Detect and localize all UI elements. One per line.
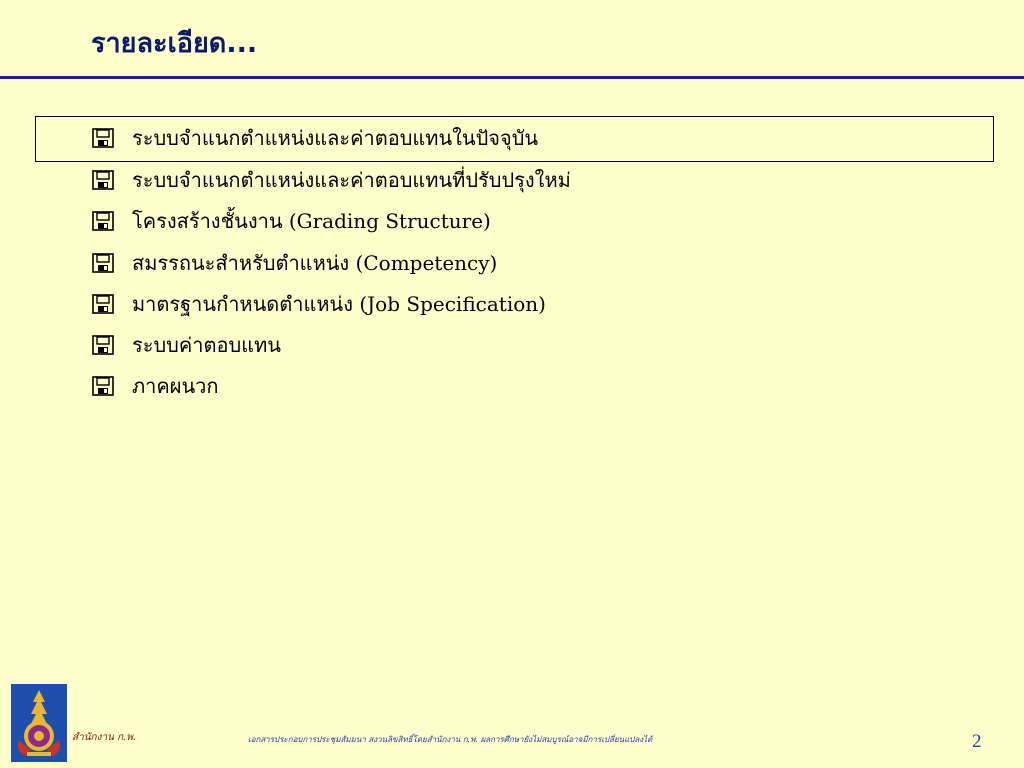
bullet-text: ภาคผนวก xyxy=(132,374,219,398)
garuda-emblem-icon xyxy=(11,684,67,762)
title-divider xyxy=(0,76,1024,79)
bullet-item xyxy=(92,366,219,406)
footer-disclaimer: เอกสารประกอบการประชุมสัมมนา สงวนลิขสิทธิ์โดยสำนักงาน ก.พ. ผลการศึกษายังไม่สมบูรณ์อาจมีการเปลี่ยนแปลงได้ xyxy=(248,735,653,744)
bullet-text: สมรรถนะสำหรับตำแหน่ง (Competency) xyxy=(132,251,498,275)
slide-title: รายละเอียด... xyxy=(91,28,258,59)
bullet-text: ระบบจำแนกตำแหน่งและค่าตอบแทนในปัจจุบัน xyxy=(132,126,539,150)
floppy-disk-icon xyxy=(92,253,114,273)
page-number: 2 xyxy=(972,731,982,752)
footer-organization: สำนักงาน ก.พ. xyxy=(72,732,137,743)
bullet-item xyxy=(92,160,571,200)
bullet-text: ระบบจำแนกตำแหน่งและค่าตอบแทนที่ปรับปรุงใหม่ xyxy=(132,168,571,192)
floppy-disk-icon xyxy=(92,335,114,355)
floppy-disk-icon xyxy=(92,170,114,190)
bullet-text: โครงสร้างชั้นงาน (Grading Structure) xyxy=(132,209,491,233)
floppy-disk-icon xyxy=(92,128,114,148)
bullet-item xyxy=(92,243,497,283)
bullet-item xyxy=(92,201,491,241)
bullet-item xyxy=(92,118,538,158)
bullet-item xyxy=(92,325,281,365)
bullet-item xyxy=(92,284,546,324)
floppy-disk-icon xyxy=(92,376,114,396)
floppy-disk-icon xyxy=(92,211,114,231)
floppy-disk-icon xyxy=(92,294,114,314)
bullet-text: ระบบค่าตอบแทน xyxy=(132,333,281,357)
bullet-text: มาตรฐานกำหนดตำแหน่ง (Job Specification) xyxy=(132,292,546,316)
